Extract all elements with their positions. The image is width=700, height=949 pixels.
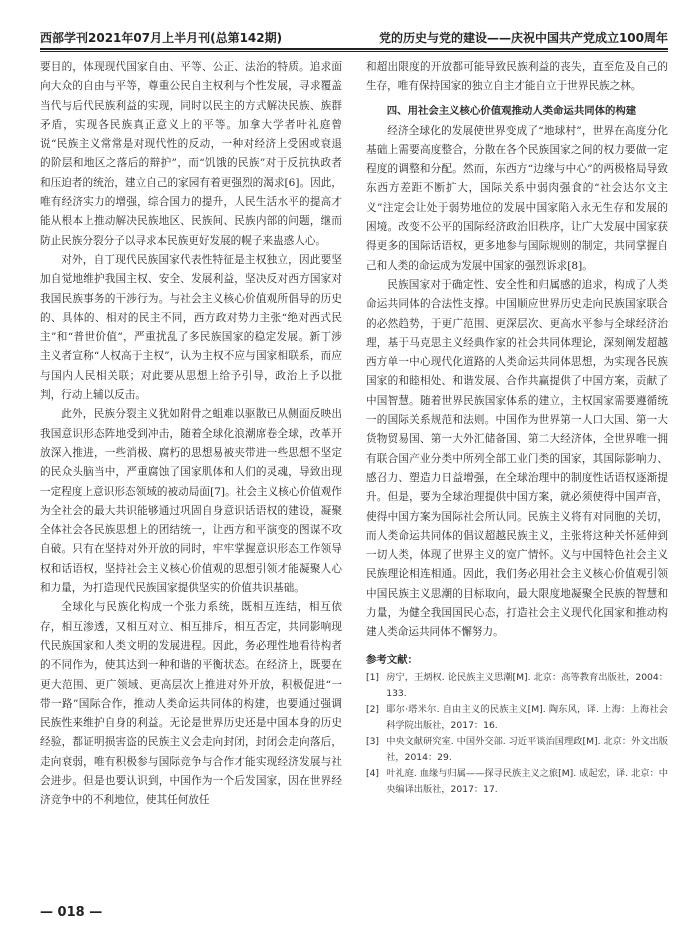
reference-text: 中央文献研究室. 中国外交部. 习近平谈治国理政[M]. 北京：外文出版社，2014：29. [386, 735, 668, 763]
left-column [40, 58, 342, 811]
paragraph: 经济全球化的发展使世界变成了“地球村”，世界在高度分化基础上需要高度整合，分散在各个民族国家之间的权力要做一定程度的调整和分配。然而，东西方“边缘与中心”的两极格局导致东西方差距不断扩大，国际关系中弱肉强食的“社会达尔文主义”注定会让处于弱势地位的发展中国家陷入永无生存和发展的困境。改变不公平的国际经济政治旧秩序，让广大发展中国家获得更多的国际话语权，更多地参与国际规则的制定，共同掌握自己和人类的命运成为发展中国家的强烈诉求[8]。 [366, 124, 668, 272]
page-number: — 018 — [40, 905, 103, 920]
reference-item [366, 670, 668, 702]
reference-number: [4] [366, 767, 380, 779]
paragraph: 民族国家对于确定性、安全性和归属感的追求，构成了人类命运共同体的合法性支撑。中国顺应世界历史走向民族国家联合的必然趋势，于更广范围、更深层次、更高水平参与全球经济治理，基于马克思主义经典作家的社会共同体理论，深刻阐发超越西方单一中心现代化道路的人类命运共同体思想，为实现各民族国家的和睦相处、和谐发展、合作共赢提供了中国方案，贡献了中国智慧。随着世界民族国家体系的建立，主权国家需要遵循统一的国际关系规范和法则。中国作为世界第一人口大国、第一大货物贸易国、第一大外汇储备国、第二大经济体，全世界唯一拥有联合国产业分类中所列全部工业门类的国家，其国际影响力、感召力、塑造力日益增强，在全球治理中的制度性话语权逐渐提升。但是，要为全球治理提供中国方案，就必须使得中国声音，使得中国方案为国际社会所认同。民族主义将有对同胞的关切，而人类命运共同体的倡议超越民族主义，主张将这种关怀延伸到一切人类，体现了世界主义的宽广情怀。义与中国特色社会主义民族理论相连相通。因此，我们务必用社会主义核心价值观引领中国民族主义思潮的目标取向，最大限度地凝聚全民族的智慧和力量，为健全我国国民心态，打造社会主义现代化国家和推动构建人类命运共同体不懈努力。 [366, 278, 668, 639]
right-column [366, 58, 668, 798]
reference-item [366, 734, 668, 766]
reference-number: [2] [366, 703, 380, 715]
section-heading: 四、用社会主义核心价值观推动人类命运共同体的构建 [386, 104, 637, 117]
reference-item [366, 702, 668, 734]
reference-text: 耶尔·塔米尔. 自由主义的民族主义[M]. 陶东风，译. 上海：上海社会科学院出版社，2017：16. [386, 703, 668, 731]
paragraph: 要目的，体现现代国家自由、平等、公正、法治的特质。追求面向大众的自由与平等，尊重公民自主权利与个性发展，寻求覆盖当代与后代民族利益的实现，同时以民主的方式解决民族、族群矛盾，实现各民族真正意义上的平等。加拿大学者叶礼庭曾说“民族主义常常是对现代性的反动，一种对经济上受困或衰退的阶层和地区之落后的辩护”，而“饥饿的民族”对于反抗执政者和压迫者的统治，建立自己的家园有着更强烈的渴求[6]。因此，唯有经济实力的增强，综合国力的提升，人民生活水平的提高才能从根本上推动解决民族地区、民族间、民族内部的问题，继而防止民族分裂分子以寻求本民族更好发展的幌子来蛊惑人心。 [40, 61, 342, 247]
paragraph: 全球化与民族化构成一个张力系统，既相互连结，相互依存，相互渗透，又相互对立、相互排斥，相互否定，共同影响现代民族国家和人类文明的发展进程。因此，务必理性地看待构者的不同作为，使其达到一种和谐的平衡状态。在经济上，既要在更大范围、更广领域、更高层次上推进对外开放，积极促进“一带一路”国际合作，推动人类命运共同体的构建，也要通过强调民族性来维护自身的利益。无论是世界历史还是中国本身的历史经验，都证明损害盗的民族主义会走向封闭，封闭会走向落后，走向衰弱，唯有积极参与国际竞争与合作才能实现经济发展与社会进步。但是也要认识到，中国作为一个后发国家，因在世界经济竞争中的不利地位，使其任何放任 [40, 601, 342, 807]
journal-title: 西部学刊2021年07月上半月刊(总第142期) [40, 31, 283, 45]
header-rule-thin [40, 51, 668, 52]
reference-item [366, 766, 668, 798]
running-header [40, 20, 668, 46]
reference-number: [3] [366, 735, 380, 747]
section-title: 党的历史与党的建设——庆祝中国共产党成立100周年 [378, 31, 668, 45]
reference-number: [1] [366, 671, 380, 683]
reference-text: 叶礼庭. 血缘与归属——探寻民族主义之旅[M]. 成起宏，译. 北京：中央编译出版社，2017：17. [386, 767, 668, 795]
references-heading: 参考文献： [366, 653, 418, 666]
paragraph: 此外，民族分裂主义犹如附骨之蛆难以驱散已从侧面反映出我国意识形态阵地受到冲击，随着全球化浪潮席卷全球，改革开放深入推进，一些消极、腐朽的思想易被夹带进一些思想不坚定的民众头脑当中，严重腐蚀了国家肌体和人们的灵魂，导致出现一定程度上意识形态领域的被动局面[7]。社会主义核心价值观作为全社会的最大共识能够通过巩固自身意识话语权的建设，凝聚全体社会各民族思想上的团结统一，让西方和平演变的图谋不攻自破。只有在坚持对外开放的同时，牢牢掌握意识形态工作领导权和话语权，坚持社会主义核心价值观的思想引领才能凝聚人心和力量，为打造现代民族国家提供坚实的价值共识基础。 [40, 408, 342, 595]
paragraph: 对外，自丁现代民族国家代表性特征是主权独立，因此要坚加自觉地维护我国主权、安全、发展利益，坚决反对西方国家对我国民族事务的干涉行为。与社会主义核心价值观所倡导的历史的、具体的、相对的民主不同，西方政对势力主张“绝对西式民主”和“普世价值”，严重扰乱了多民族国家的稳定发展。新丁涉主义者宣称“人权高于主权”，认为主权不应与国家相联系，而应与国内人民相关联；对此要从思想上给予引导，政治上予以批判，行动上辅以反击。 [40, 253, 342, 402]
paragraph: 和超出限度的开放都可能导致民族利益的丧失，直至危及自己的生存，唯有保持国家的独立自主才能自立于世界民族之林。 [366, 61, 668, 93]
reference-text: 房宁，王炳权. 论民族主义思潮[M]. 北京：高等教育出版社，2004：133. [386, 671, 668, 699]
header-rule-thick [40, 48, 668, 50]
